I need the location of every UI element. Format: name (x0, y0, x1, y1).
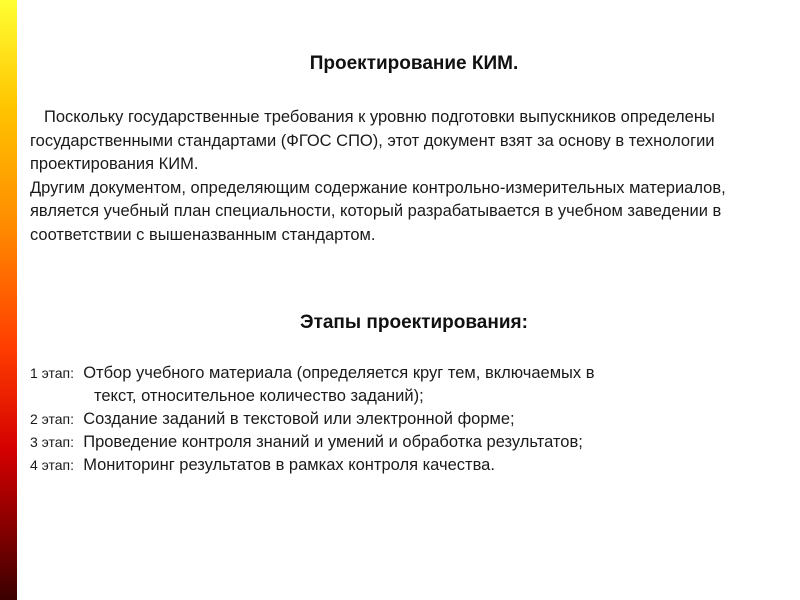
stage-item-4 (30, 454, 790, 477)
stage-text-continuation: текст, относительное количество заданий); (94, 387, 424, 405)
stage-number: 1 этап: (30, 365, 75, 381)
stage-text: Отбор учебного материала (определяется круг тем, включаемых в (83, 364, 595, 382)
stage-text: Создание заданий в текстовой или электронной форме; (83, 410, 515, 428)
stage-number: 4 этап: (30, 457, 75, 473)
gradient-sidebar (0, 0, 17, 600)
stages-heading: Этапы проектирования: (300, 312, 528, 333)
slide-title: Проектирование КИМ. (309, 53, 519, 74)
paragraph-2: Другим документом, определяющим содержание контрольно-измерительных материалов, является учебный план специальности, который разрабатывается в учебном заведении в соответствии с вышеназванным стандартом. (30, 178, 726, 244)
stage-text: Мониторинг результатов в рамках контроля качества. (83, 456, 495, 474)
intro-text (30, 106, 790, 247)
stage-item-3 (30, 431, 790, 454)
stage-item-2 (30, 408, 790, 431)
paragraph-1: Поскольку государственные требования к уровню подготовки выпускников определены государственными стандартами (ФГОС СПО), этот документ взят за основу в технологии проектирования КИМ. (30, 108, 715, 173)
slide-content (28, 0, 788, 600)
stage-item-1 (30, 362, 790, 408)
stage-number: 3 этап: (30, 434, 75, 450)
stage-text: Проведение контроля знаний и умений и обработка результатов; (83, 433, 583, 451)
stages-list (30, 362, 790, 477)
stage-number: 2 этап: (30, 411, 75, 427)
